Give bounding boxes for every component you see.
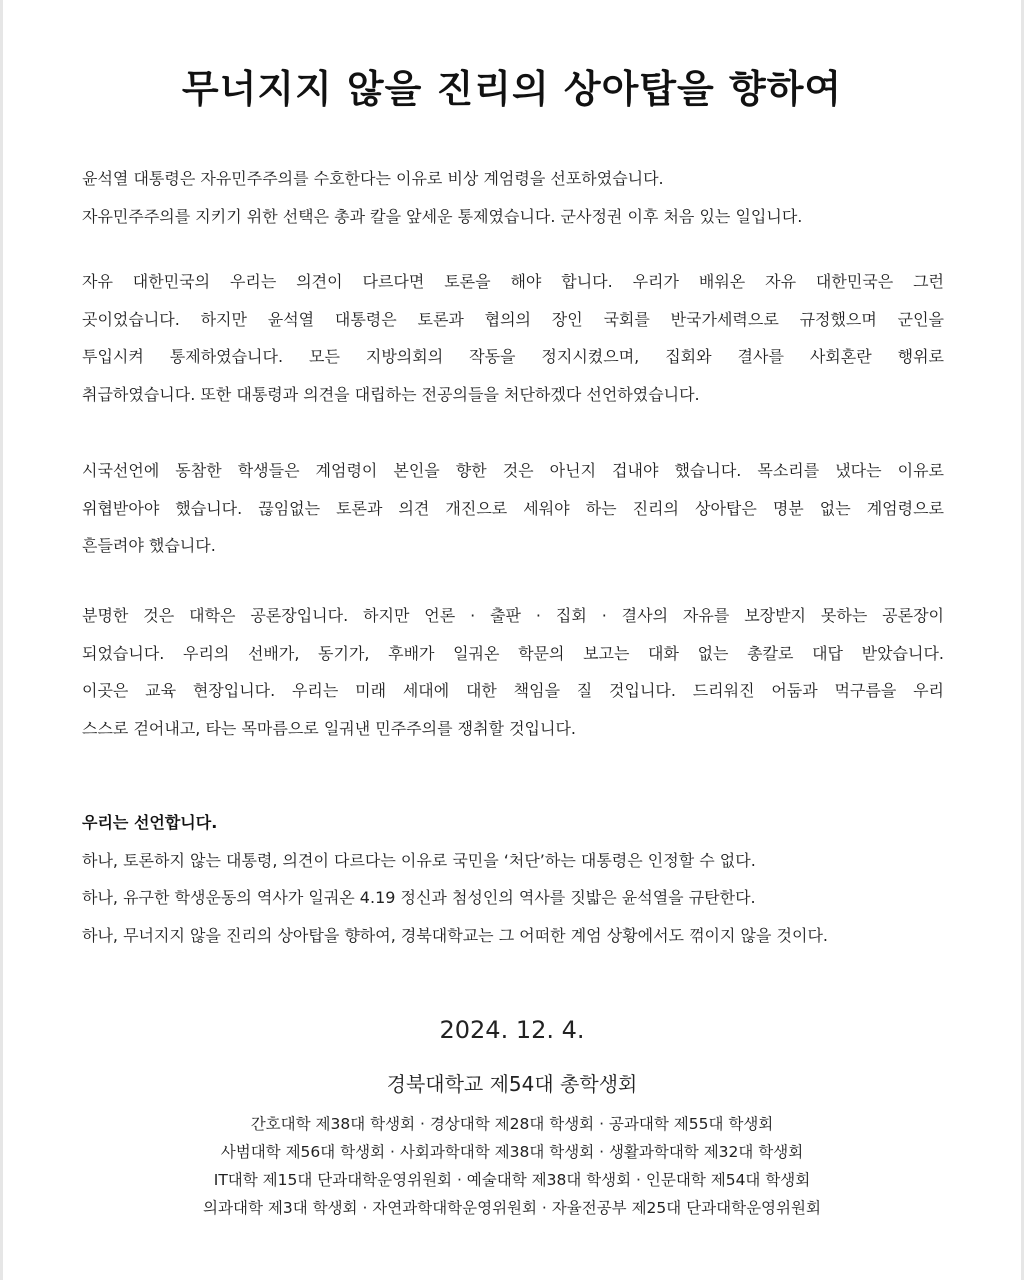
declaration-section [82,804,944,954]
paragraph-line: 투입시켜 통제하였습니다. 모든 지방의회의 작동을 정지시켰으며, 집회와 결사를 사회혼란 행위로 [82,347,944,366]
declaration-heading: 우리는 선언합니다. [82,813,218,832]
paragraph-line: 되었습니다. 우리의 선배가, 동기가, 후배가 일궈온 학문의 보고는 대화 없는 총칼로 대답 받았습니다. [82,643,944,663]
document-title: 무너지지 않을 진리의 상아탑을 향하여 [181,67,843,111]
statement-date: 2024. 12. 4. [439,1016,585,1044]
paragraph-line: 자유 대한민국의 우리는 의견이 다르다면 토론을 해야 합니다. 우리가 배워온 자유 대한민국은 그런 [82,272,944,291]
council-signatories [0,1110,1024,1222]
declaration-item: 하나, 유구한 학생운동의 역사가 일궈온 4.19 정신과 첨성인의 역사를 짓밟은 윤석열을 규탄한다. [82,888,756,907]
council-line: 의과대학 제3대 학생회 · 자연과학대학운영위원회 · 자율전공부 제25대 단과대학운영위원회 [203,1199,821,1217]
paragraph-students [82,452,944,565]
paragraph-line: 자유민주주의를 지키기 위한 선택은 총과 칼을 앞세운 통제였습니다. 군사정권 이후 처음 있는 일입니다. [82,206,803,226]
council-line: 간호대학 제38대 학생회 · 경상대학 제28대 학생회 · 공과대학 제55대 학생회 [250,1115,774,1133]
paragraph-university [82,597,944,747]
paragraph-line: 위협받아야 했습니다. 끊임없는 토론과 의견 개진으로 세워야 하는 진리의 상아탑은 명분 없는 계엄령으로 [82,498,944,518]
paragraph-line: 이곳은 교육 현장입니다. 우리는 미래 세대에 대한 책임을 질 것입니다. 드리워진 어둠과 먹구름을 우리 [82,681,944,700]
paragraph-line: 곳이었습니다. 하지만 윤석열 대통령은 토론과 협의의 장인 국회를 반국가세력으로 규정했으며 군인을 [82,309,944,329]
paragraph-intro [82,160,944,235]
paragraph-line: 취급하였습니다. 또한 대통령과 의견을 대립하는 전공의들을 처단하겠다 선언하였습니다. [82,384,700,404]
declaration-item: 하나, 무너지지 않을 진리의 상아탑을 향하여, 경북대학교는 그 어떠한 계엄 상황에서도 꺾이지 않을 것이다. [82,925,828,945]
paragraph-line: 윤석열 대통령은 자유민주주의를 수호한다는 이유로 비상 계엄령을 선포하였습니다. [82,169,664,188]
paragraph-line: 시국선언에 동참한 학생들은 계엄령이 본인을 향한 것은 아닌지 겁내야 했습니다. 목소리를 냈다는 이유로 [82,461,944,480]
council-line: IT대학 제15대 단과대학운영위원회 · 예술대학 제38대 학생회 · 인문대학 제54대 학생회 [213,1171,811,1189]
paragraph-line: 스스로 걷어내고, 타는 목마름으로 일궈낸 민주주의를 쟁취할 것입니다. [82,718,576,738]
paragraph-democracy [82,263,944,413]
paragraph-line: 흔들려야 했습니다. [82,536,216,555]
issuing-organization: 경북대학교 제54대 총학생회 [386,1072,638,1096]
council-line: 사범대학 제56대 학생회 · 사회과학대학 제38대 학생회 · 생활과학대학 제32대 학생회 [220,1143,804,1161]
declaration-item: 하나, 토론하지 않는 대통령, 의견이 다르다는 이유로 국민을 ‘처단’하는 대통령은 인정할 수 없다. [82,850,756,870]
paragraph-line: 분명한 것은 대학은 공론장입니다. 하지만 언론 · 출판 · 집회 · 결사의 자유를 보장받지 못하는 공론장이 [82,606,944,625]
